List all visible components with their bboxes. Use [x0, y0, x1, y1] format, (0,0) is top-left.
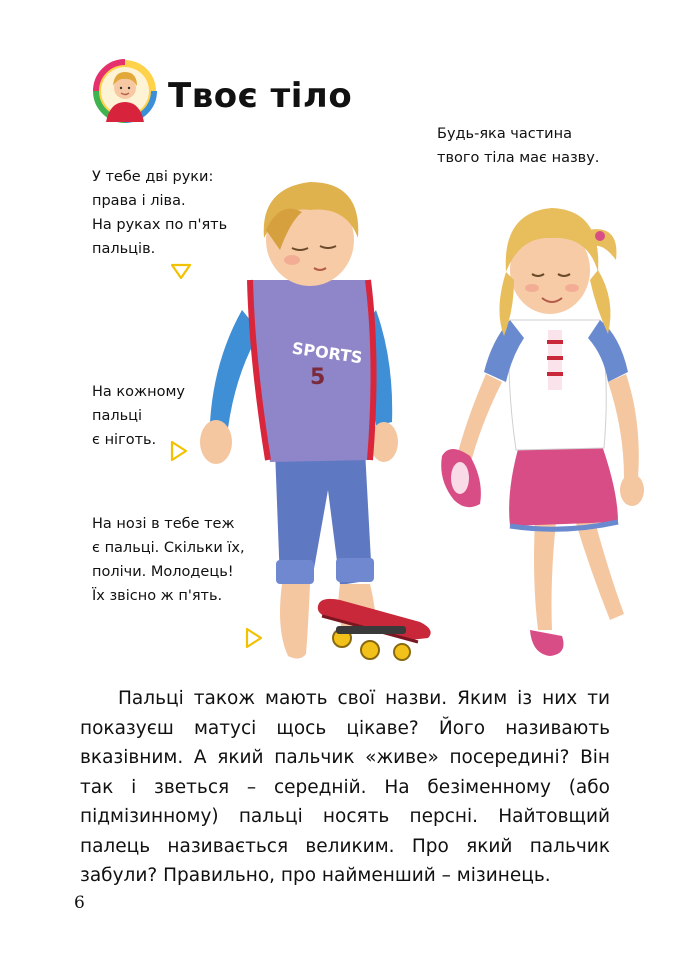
child-portrait-icon: [92, 58, 158, 124]
children-illustration: [180, 160, 650, 680]
caption-toes: На нозі в тебе теж є пальці. Скільки їх, полічи. Молодець! Їх звісно ж п'ять.: [92, 516, 245, 604]
shirt-number-text: 5: [310, 365, 326, 390]
main-paragraph: [80, 684, 610, 891]
caption-hands: У тебе дві руки: права і ліва. На руках по п'ять пальців.: [92, 169, 228, 257]
main-paragraph-text: Пальці також мають свої назви. Яким із них ти показуєш матусі щось цікаве? Його називають вказівним. А який пальчик «живе» посередині? Він так і зветься – середній. На безіменному (або підмізинному) пальці носять персні. Найтовщий палець називається великим. Про який пальчик забули? Правильно, про найменший – мізинець.: [80, 688, 610, 886]
caption-body-parts: Будь-яка частина твого тіла має назву.: [437, 126, 600, 166]
girl-figure: [441, 208, 644, 656]
page-number: 6: [74, 893, 85, 913]
shirt-sports-text: SPORTS: [290, 338, 364, 368]
page-title: Твоє тіло: [168, 76, 353, 116]
caption-nails: На кожному пальці є ніготь.: [92, 384, 185, 448]
boy-figure: [200, 182, 398, 659]
